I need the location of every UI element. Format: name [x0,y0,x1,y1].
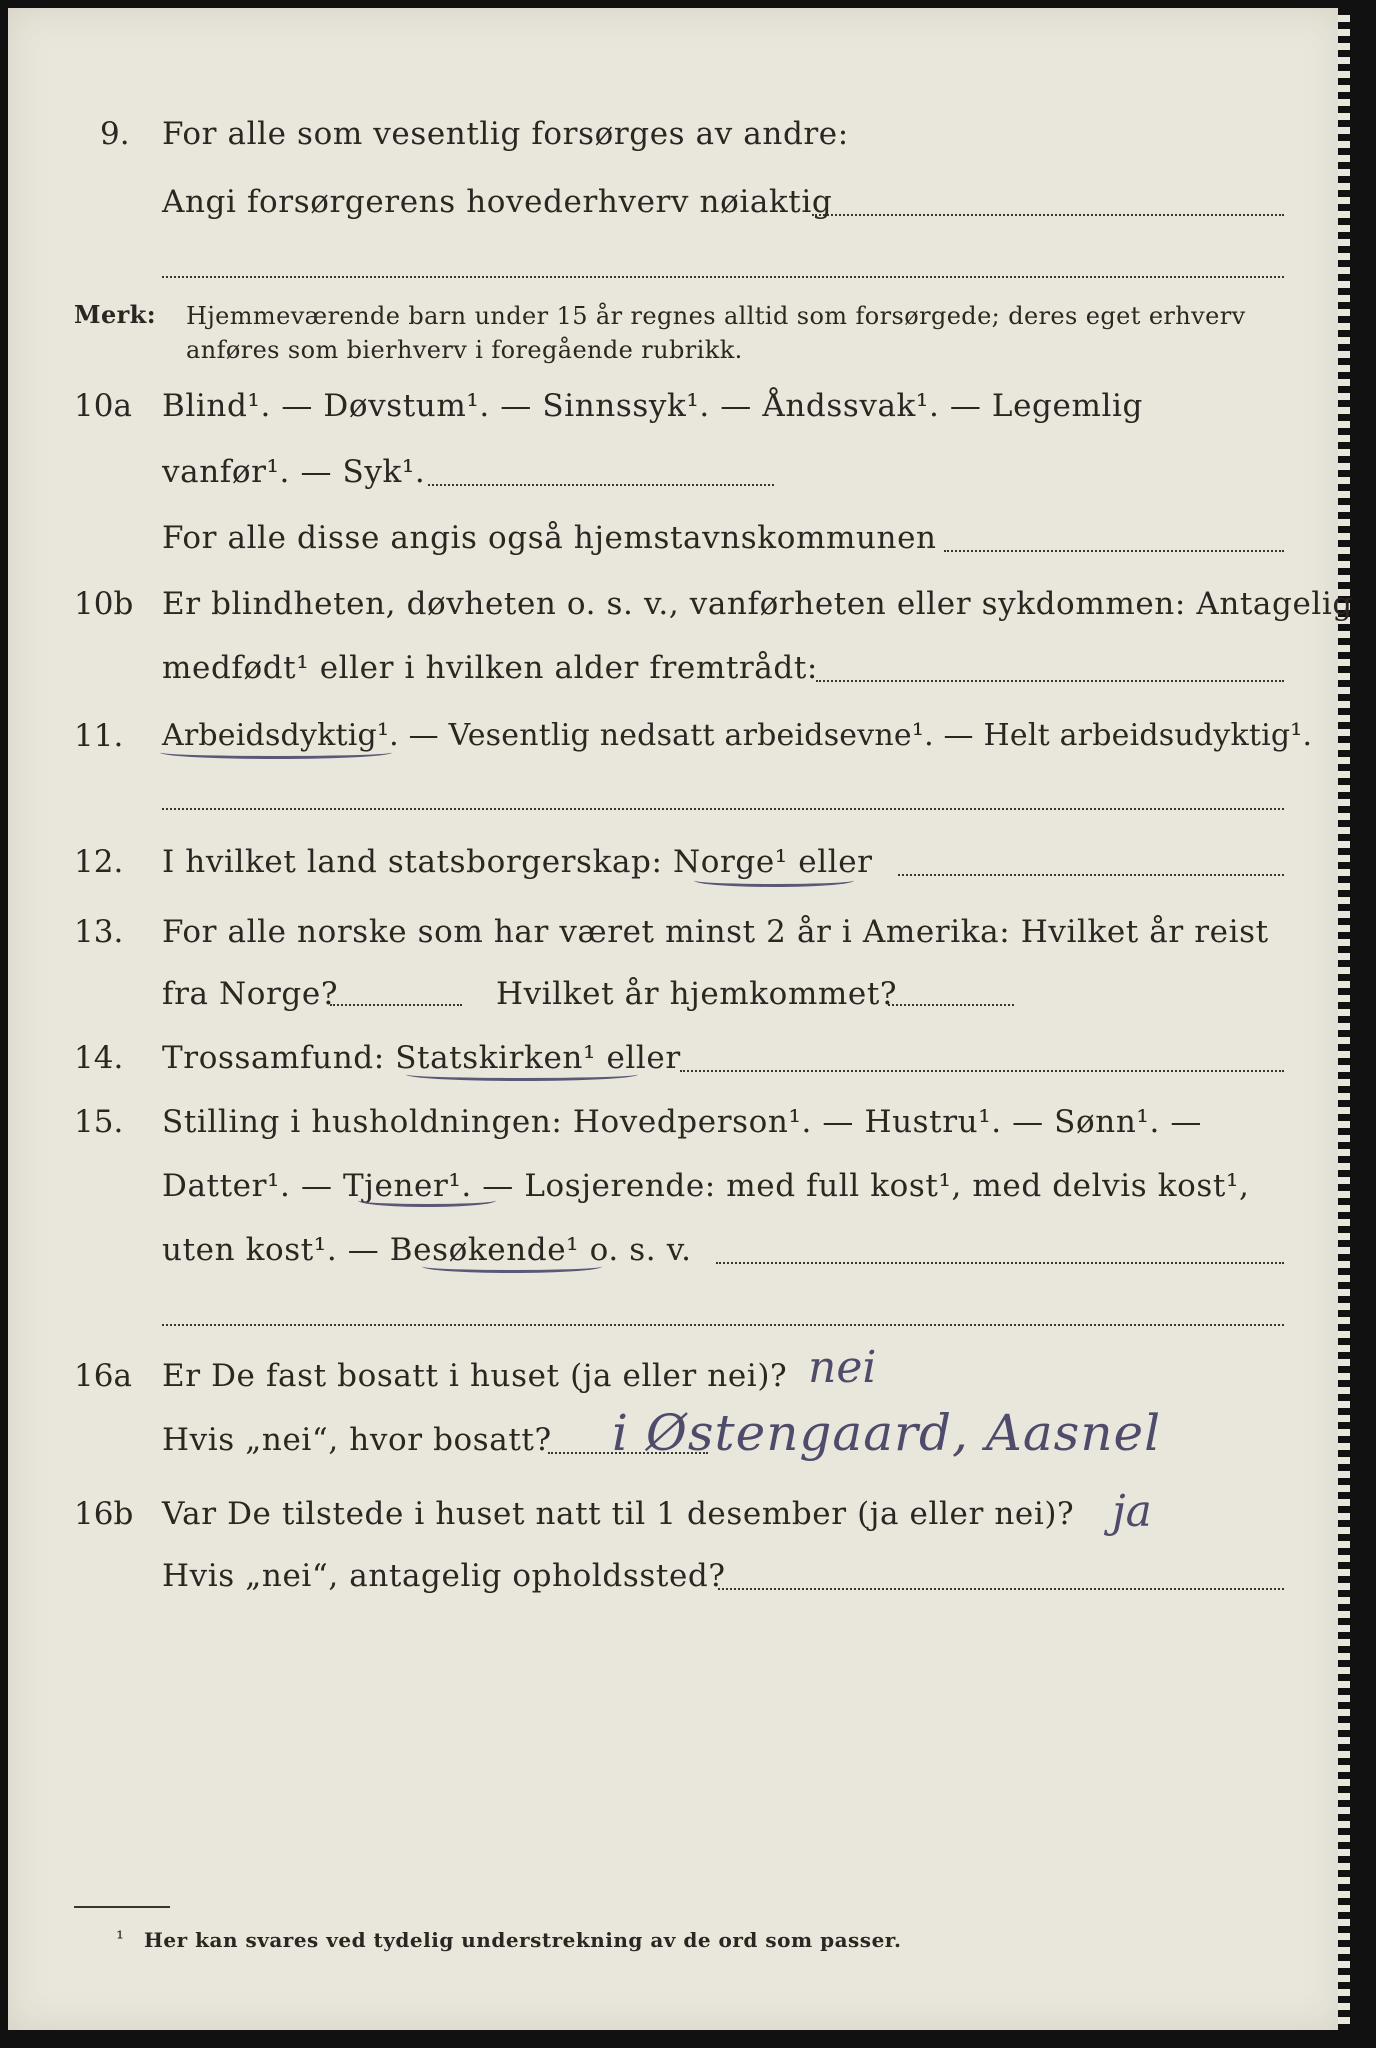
q10b-number: 10b [74,586,134,622]
q16b-answer-handwritten: ja [1112,1486,1152,1537]
q16a-number: 16a [74,1358,132,1394]
q9-provider-label: Angi forsørgerens hovederhverv nøiaktig [162,184,833,220]
q10a-text-2: vanfør¹. — Syk¹. [162,454,426,490]
q16b-text-2: Hvis „nei“, antagelig opholdssted? [162,1558,726,1594]
q13-text-1: For alle norske som har været minst 2 år i Amerika: Hvilket år reist [162,914,1269,950]
q14-answer-underline [406,1068,638,1081]
q9-text: For alle som vesentlig forsørges av andre: [162,116,849,152]
q16b-text-1: Var De tilstede i huset natt til 1 desember (ja eller nei)? [162,1496,1075,1532]
q16a-text-2: Hvis „nei“, hvor bosatt? [162,1422,552,1458]
q9-provider-field[interactable] [812,214,1284,216]
q15-number: 15. [74,1104,124,1140]
q10a-text-1: Blind¹. — Døvstum¹. — Sinnssyk¹. — Åndssvak¹. — Legemlig [162,388,1143,424]
q10a-text-3: For alle disse angis også hjemstavnskommunen [162,520,937,556]
q11-extra-field[interactable] [162,808,1284,810]
q10a-number: 10a [74,388,132,424]
q15-other-field[interactable] [716,1262,1284,1264]
q15-text-2: Datter¹. — Tjener¹. — Losjerende: med full kost¹, med delvis kost¹, [162,1168,1250,1204]
perforated-edge [1338,8,1350,2030]
merk-label: Merk: [74,300,156,329]
q11-answer-underline [160,746,392,759]
q16b-whereabouts-field[interactable] [718,1588,1284,1590]
merk-text-2: anføres som bierhverv i foregående rubrikk. [186,336,743,364]
q15-extra-field[interactable] [162,1324,1284,1326]
q13-text-2b: Hvilket år hjemkommet? [496,976,898,1012]
q12-answer-underline [694,874,854,887]
q14-number: 14. [74,1040,124,1076]
q9-number: 9. [100,116,130,152]
q13-year-returned-field[interactable] [888,1004,1014,1006]
q12-number: 12. [74,844,124,880]
q14-text: Trossamfund: Statskirken¹ eller [162,1040,681,1076]
q16a-text-1: Er De fast bosatt i huset (ja eller nei)? [162,1358,788,1394]
footnote-rule [74,1906,170,1908]
footnote-mark: ¹ [116,1926,125,1950]
q10a-sick-field[interactable] [428,484,774,486]
q9-extra-field[interactable] [162,276,1284,278]
q13-year-left-field[interactable] [330,1004,462,1006]
q14-faith-field[interactable] [680,1070,1284,1072]
q10b-text-2: medfødt¹ eller i hvilken alder fremtrådt: [162,650,818,686]
merk-text-1: Hjemmeværende barn under 15 år regnes alltid som forsørgede; deres eget erhverv [186,302,1246,330]
q13-number: 13. [74,914,124,950]
q15-text-1: Stilling i husholdningen: Hovedperson¹. — Hustru¹. — Sønn¹. — [162,1104,1202,1140]
q11-number: 11. [74,718,124,754]
census-form-page [8,8,1353,2030]
q12-text: I hvilket land statsborgerskap: Norge¹ eller [162,844,873,880]
q10b-text-1: Er blindheten, døvheten o. s. v., vanførheten eller sykdommen: Antagelig [162,586,1353,622]
q16a-residence-handwritten: i Østengaard, Aasnel [612,1404,1162,1462]
q11-text: Arbeidsdyktig¹. — Vesentlig nedsatt arbeidsevne¹. — Helt arbeidsudyktig¹. [162,718,1313,753]
q15-answer-underline [422,1260,602,1273]
q16b-number: 16b [74,1496,134,1532]
q13-text-2a: fra Norge? [162,976,339,1012]
q12-citizenship-field[interactable] [898,874,1284,876]
q10b-age-field[interactable] [816,680,1284,682]
q10a-home-municipality-field[interactable] [944,550,1284,552]
q15-text-3: uten kost¹. — Besøkende¹ o. s. v. [162,1232,692,1268]
q15-tjener-mark [358,1194,496,1207]
q16a-answer-handwritten: nei [808,1342,877,1393]
footnote-text: Her kan svares ved tydelig understrekning av de ord som passer. [144,1928,902,1952]
